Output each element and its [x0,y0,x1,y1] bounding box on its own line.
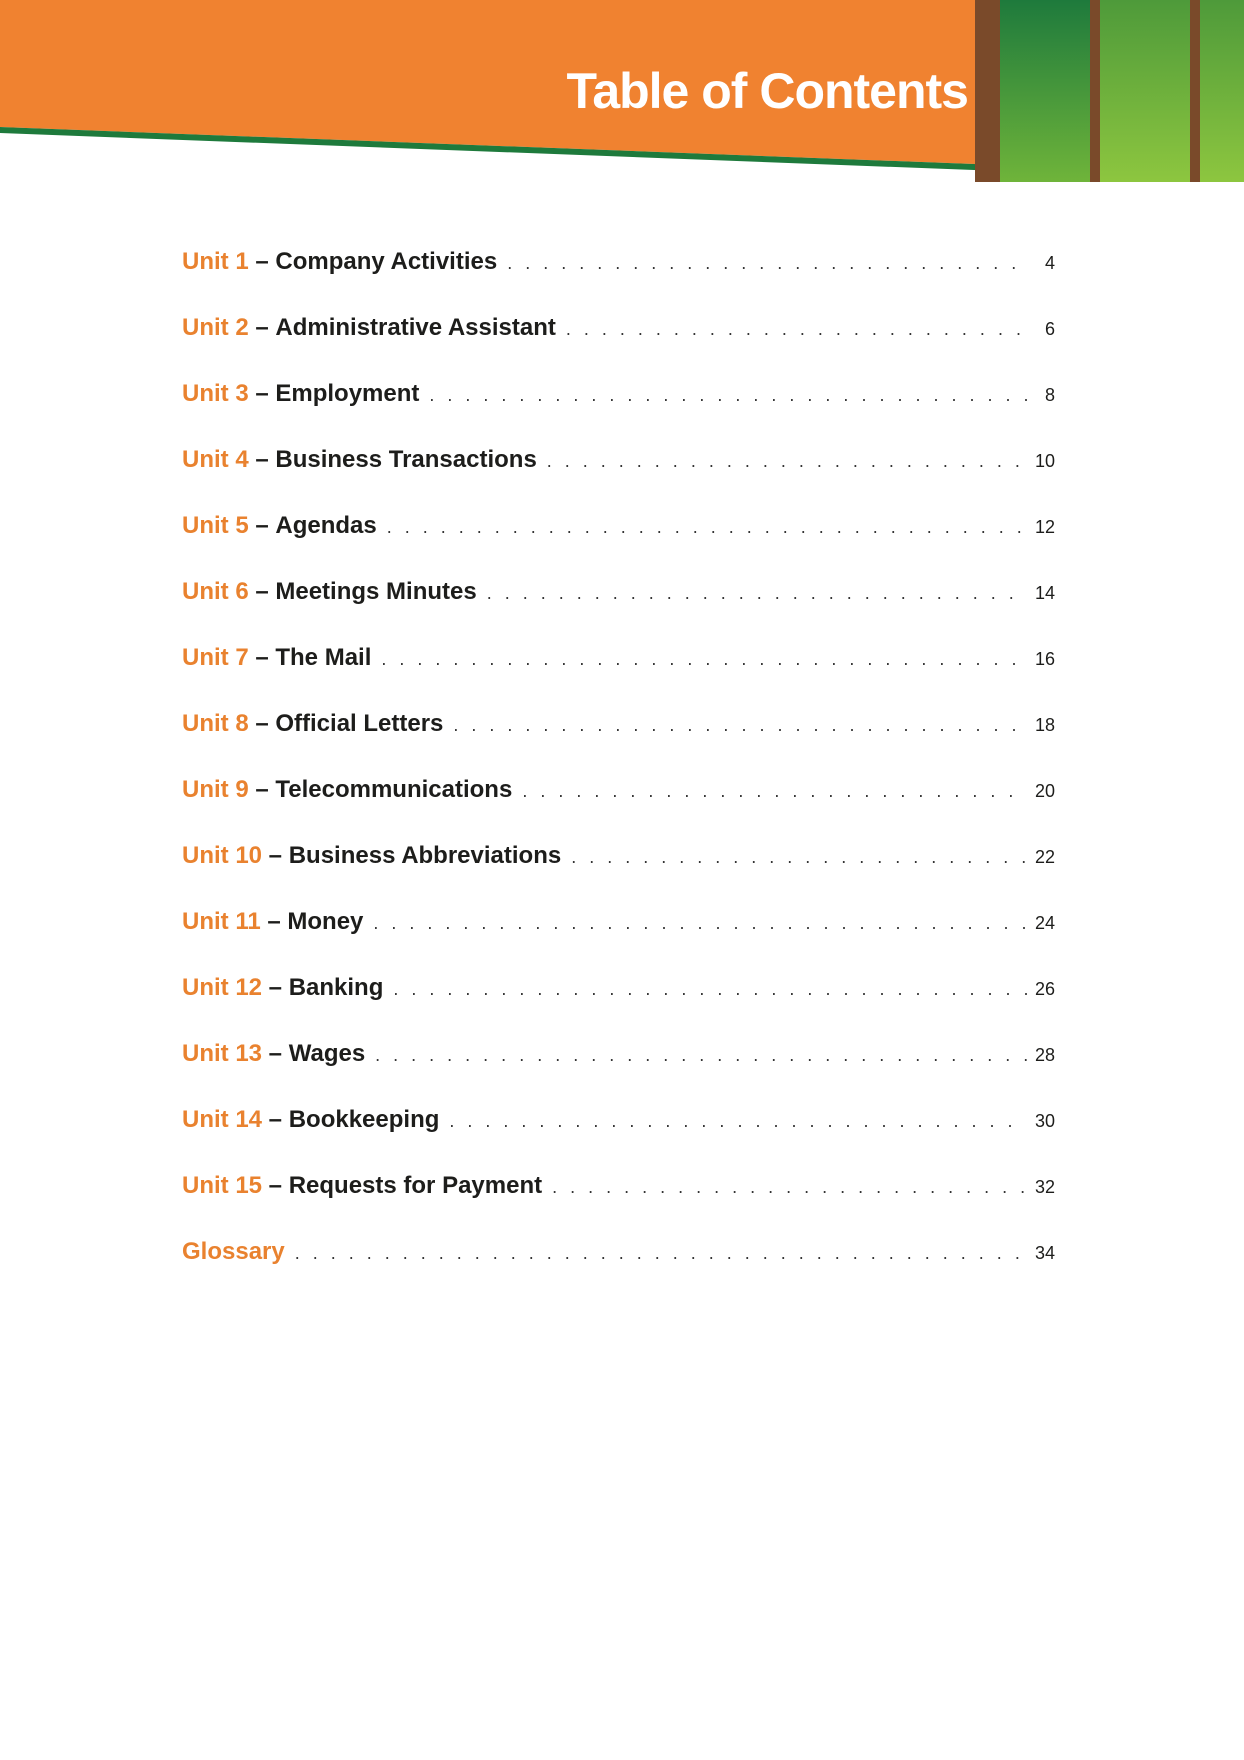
green-panel-2 [1100,0,1190,182]
unit-title: Business Abbreviations [288,842,562,869]
unit-number: Unit 5 [182,512,249,539]
unit-number: Unit 10 [182,842,263,869]
green-panel-1 [1000,0,1090,182]
dot-leader [522,781,1027,802]
unit-title: Requests for Payment [288,1172,543,1199]
unit-number: Unit 1 [182,248,249,275]
page-number: 6 [1044,319,1055,339]
page-number: 12 [1034,517,1055,537]
page-number: 34 [1034,1243,1055,1263]
dot-leader [429,385,1027,406]
unit-number: Unit 3 [182,380,249,407]
header-banner [0,0,1244,190]
dot-leader [387,517,1027,538]
page-number: 26 [1034,979,1055,999]
page-number: 18 [1034,715,1055,735]
dot-leader [453,715,1027,736]
page-title: Table of Contents [566,63,968,119]
unit-title: Agendas [275,512,377,539]
unit-title: Banking [288,974,384,1001]
toc-entry[interactable]: Unit 15 – Requests for Payment . . . 32 [182,1172,1055,1238]
toc-entry[interactable]: Unit 3 – Employment . . . 8 [182,380,1055,446]
page-number: 14 [1034,583,1055,603]
toc-entry[interactable]: Unit 11 – Money . . . 24 [182,908,1055,974]
unit-title: Administrative Assistant [275,314,556,341]
unit-number: Unit 15 [182,1172,263,1199]
dot-leader [393,979,1027,1000]
unit-number: Unit 12 [182,974,263,1001]
toc-entry[interactable]: Unit 1 – Company Activities . . . 4 [182,248,1055,314]
page-number: 10 [1034,451,1055,471]
unit-number: Unit 8 [182,710,249,737]
toc-entry[interactable]: Unit 14 – Bookkeeping . . . 30 [182,1106,1055,1172]
dot-leader [449,1111,1027,1132]
unit-title: Meetings Minutes [275,578,477,605]
toc-entry[interactable]: Unit 8 – Official Letters . . . 18 [182,710,1055,776]
page-number: 8 [1044,385,1055,405]
toc-entry[interactable]: Unit 6 – Meetings Minutes . . . 14 [182,578,1055,644]
unit-number: Unit 14 [182,1106,263,1133]
toc-entry[interactable]: Unit 10 – Business Abbreviations . . . 22 [182,842,1055,908]
dot-leader [381,649,1027,670]
unit-title: Employment [275,380,420,407]
page-number: 30 [1034,1111,1055,1131]
dot-leader [375,1045,1027,1066]
dot-leader [566,319,1027,340]
unit-title: Wages [288,1040,366,1067]
unit-title: Company Activities [275,248,498,275]
dot-leader [373,913,1027,934]
unit-title: Money [287,908,364,935]
toc-entry[interactable]: Unit 12 – Banking . . . 26 [182,974,1055,1040]
dot-leader [295,1243,1027,1264]
glossary-label: Glossary [182,1238,285,1265]
dot-leader [487,583,1027,604]
unit-number: Unit 4 [182,446,249,473]
dot-leader [571,847,1027,868]
unit-number: Unit 9 [182,776,249,803]
unit-number: Unit 7 [182,644,249,671]
unit-title: The Mail [275,644,372,671]
toc-list [182,248,1055,1304]
page-number: 4 [1044,253,1055,273]
unit-title: Bookkeeping [288,1106,440,1133]
toc-entry[interactable]: Unit 13 – Wages . . . 28 [182,1040,1055,1106]
page-number: 16 [1034,649,1055,669]
page-number: 32 [1034,1177,1055,1197]
dot-leader [547,451,1027,472]
page-number: 24 [1034,913,1055,933]
toc-entry[interactable]: Unit 7 – The Mail . . . 16 [182,644,1055,710]
dot-leader [552,1177,1027,1198]
page-number: 22 [1034,847,1055,867]
unit-title: Telecommunications [275,776,513,803]
page-number: 28 [1034,1045,1055,1065]
unit-number: Unit 2 [182,314,249,341]
unit-number: Unit 11 [182,908,261,935]
toc-entry-glossary[interactable] [182,1238,1055,1304]
unit-title: Official Letters [275,710,444,737]
unit-number: Unit 13 [182,1040,263,1067]
green-panel-3 [1200,0,1244,182]
dot-leader [507,253,1027,274]
unit-number: Unit 6 [182,578,249,605]
page-number: 20 [1034,781,1055,801]
unit-title: Business Transactions [275,446,537,473]
toc-entry[interactable]: Unit 5 – Agendas . . . 12 [182,512,1055,578]
toc-entry[interactable]: Unit 2 – Administrative Assistant . . . 6 [182,314,1055,380]
toc-entry[interactable]: Unit 9 – Telecommunications . . . 20 [182,776,1055,842]
toc-entry[interactable]: Unit 4 – Business Transactions . . . 10 [182,446,1055,512]
